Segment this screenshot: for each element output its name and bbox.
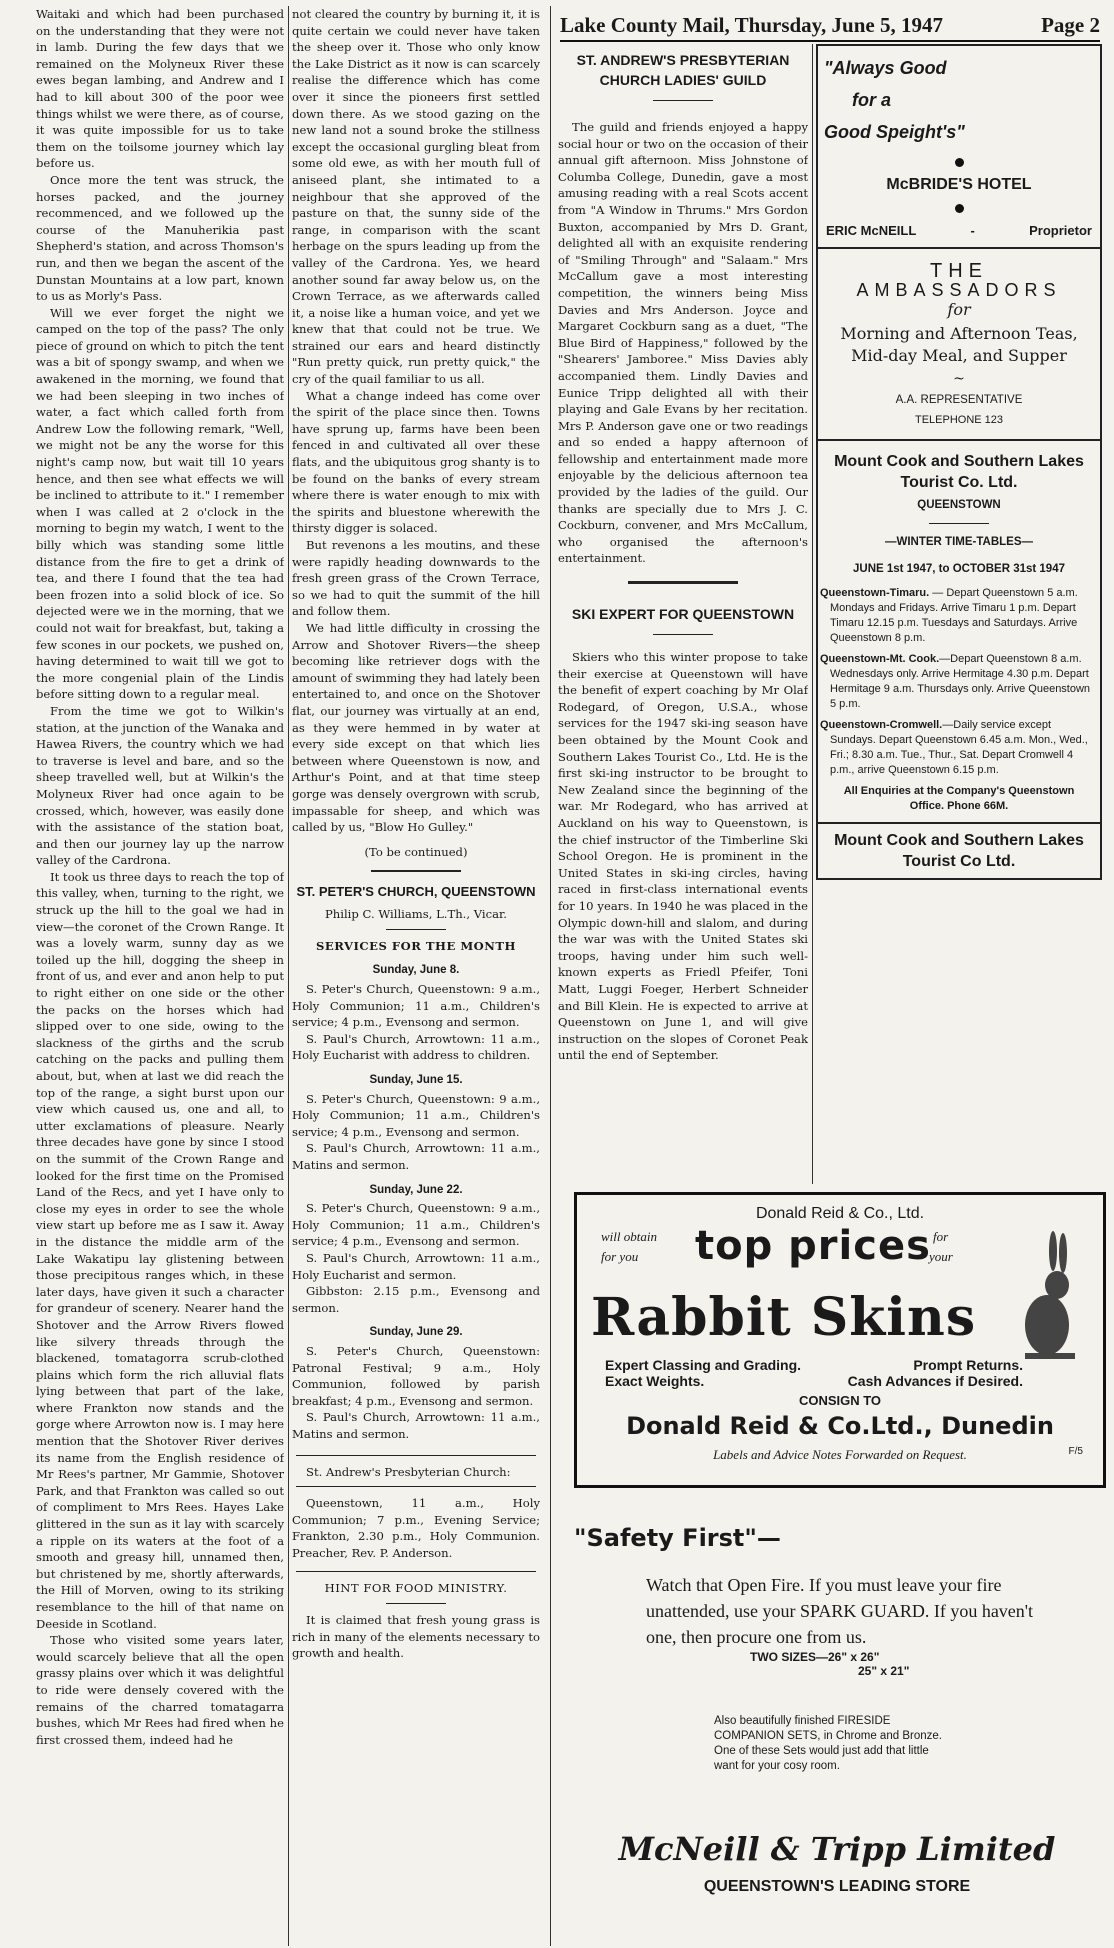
- your-word: your: [929, 1249, 953, 1264]
- tripp-also: Also beautifully finished FIRESIDE COMPANION SETS, in Chrome and Bronze. One of these Sets would just add that little want for your cosy room.: [714, 1715, 942, 1772]
- route-entry: [820, 586, 1098, 646]
- st-peters-title: ST. PETER'S CHURCH, QUEENSTOWN: [296, 884, 536, 900]
- tripp-firm: McNeill & Tripp Limited: [618, 1830, 1056, 1868]
- reid-line-2: [577, 1373, 1103, 1389]
- bullet-icon: [955, 204, 964, 213]
- timetable-dates: JUNE 1st 1947, to OCTOBER 31st 1947: [853, 562, 1065, 575]
- speights-line: Good Speight's": [824, 122, 965, 142]
- labels-note: Labels and Advice Notes Forwarded on Request.: [713, 1447, 967, 1462]
- proprietor-name: ERIC McNEILL: [826, 222, 917, 238]
- hint-notice: [292, 1580, 540, 1661]
- tripp-size-2: 25" x 21": [858, 1664, 910, 1678]
- service-line: S. Paul's Church, Arrowtown: 11 a.m., Matins and sermon.: [292, 1141, 540, 1172]
- proprietor-line: [824, 223, 1094, 240]
- column-rule: [288, 6, 289, 1946]
- mount-cook-name: Mount Cook and Southern Lakes Tourist Co. Ltd.: [834, 452, 1084, 491]
- st-peters-vicar: Philip C. Williams, L.Th., Vicar.: [325, 907, 507, 922]
- ambassadors-name: AMBASSADORS: [856, 279, 1062, 300]
- consign-to: CONSIGN TO: [798, 1393, 882, 1408]
- story-paragraph: Those who visited some years later, would scarcely believe that all the open grassy plains over which it was delightful to ride were densely covered with the remains of the charred tomatagarra bushes, which Mr Rees had fired when he first crossed them, indeed had he: [36, 1633, 284, 1747]
- route-name: Queenstown-Cromwell.: [820, 718, 943, 731]
- ornament-icon: ~: [953, 370, 965, 387]
- st-peters-notice: [292, 882, 540, 1442]
- sunday-date: Sunday, June 15.: [369, 1074, 463, 1087]
- service-line: S. Peter's Church, Queenstown: Patronal Festival; 9 a.m., Holy Communion, followed by parish breakfast; 4 p.m., Evensong and sermon.: [292, 1343, 540, 1408]
- services-heading: SERVICES FOR THE MONTH: [316, 938, 516, 953]
- safety-first: "Safety First"—: [574, 1524, 781, 1552]
- ambassadors-the: THE: [930, 260, 988, 283]
- route-text: —Daily service except Sundays. Depart Queenstown 6.45 a.m. Mon., Wed., Fri.; 8.30 a.m. Tue., Thur., Sat. Depart Cromwell 4 p.m., arrive Queenstown 6.15 p.m.: [830, 718, 1088, 776]
- divider: [653, 634, 713, 635]
- story-paragraph: We had little difficulty in crossing the Arrow and Shotover Rivers—the sheep becoming like retriever dogs with the amount of swimming they had lately been entertained to, and once on the Shotover flat, our journey was virtually at an end, as they were hemmed in by water at every side except on that which lies between where Queenstown is now, and Arthur's Point, and at that time steep gorge was densely overgrown with scrub, impassable for sheep, and which was called by us, "Blow Ho Gulley.": [292, 620, 540, 835]
- top-prices: top prices: [695, 1223, 931, 1269]
- speights-line: "Always Good: [824, 58, 947, 78]
- route-name: Queenstown-Timaru.: [820, 586, 930, 599]
- route-name: Queenstown-Mt. Cook.: [820, 652, 940, 665]
- story-paragraph: Waitaki and which had been purchased on the understanding that they were not in lamb. During the few days that we remained on the Molyneux River these ewes began lambing, and Andrew and I had to kill about 300 of the poor wee things whilst we were there, as of course, it was quite impossible for us to take them on the toilsome journey which lay before us.: [36, 7, 284, 171]
- story-column-1: [36, 6, 284, 1748]
- hint-text: It is claimed that fresh young grass is rich in many of the elements necessary to growth and health.: [292, 1613, 540, 1661]
- for-word: for: [933, 1229, 949, 1244]
- mcneill-tripp-ad: [574, 1500, 1100, 1940]
- divider: [653, 100, 713, 101]
- reid-feature: Prompt Returns.: [913, 1357, 1023, 1373]
- divider: [296, 1486, 536, 1487]
- tripp-tagline: QUEENSTOWN'S LEADING STORE: [703, 1878, 971, 1895]
- proprietor-title: Proprietor: [1029, 222, 1092, 238]
- ambassadors-for: for: [947, 300, 971, 320]
- st-andrews-notice: [292, 1464, 540, 1562]
- hint-title: HINT FOR FOOD MINISTRY.: [324, 1581, 508, 1596]
- service-line: S. Paul's Church, Arrowtown: 11 a.m., Matins and sermon.: [292, 1410, 540, 1441]
- section-divider: [628, 581, 738, 584]
- story-paragraph: It took us three days to reach the top of this valley, when, turning to the right, we struck up the hill to the goal we had in view—the coronet of the Crown Range. It was a lovely warm, sunny day as we toiled up the hill, dogging the sheep in front of us, and ever and anon help to put to right either on one side or the other the packs on the horses which had slipped over to one side, owing to the slackness of the girths and the scrub catching on the packs and pulling them about, but, when at last we did reach the top of the range, a sight burst upon our view which caused us, one and all, to utter exclamations of pleasure. Nearly three decades have gone by since I stood on the summit of the Crown Range and looked for the first time on the Promised Land of the Recs, and yet I have only to close my eyes in order to see the whole view start up before me as I saw it. Away in the distance the middle arm of the Lake Wakatipu lay glistening between those precipitous ranges which, in these later days, have given it such a character for grandeur of scenery. Nearer hand the Shotover and the Arrow Rivers flowed like silvery threads through the blackened, tomatagorra scrub-clothed plains which form the rich alluvial flats lying between that part of the lake, where Frankton now stands and the gorge where Arrowton now is. I may here mention that the Shotover River derives its name from the English residence of Mr Rees's partner, Mr Gammie, Shotover Park, and that Frankton was called so out of compliment to Mrs Rees. Hayes Lake glittered in the sun as it lay with scarcely a ripple on its waters at the foot of a smooth and greasy hill, unnamed then, but christened by me, shortly afterwards, the Hill of Morven, owing to its striking resemblance to the hill of that name on Deeside in Scotland.: [36, 869, 284, 1631]
- divider: [386, 1603, 446, 1604]
- page-number: Page 2: [1041, 13, 1100, 37]
- reid-feature: Cash Advances if Desired.: [847, 1373, 1023, 1389]
- divider: [296, 1455, 536, 1456]
- story-paragraph: But revenons a les moutins, and these were rapidly heading downwards to the fresh green grass of the Crown Terrace, so we had to quit the summit of the hill and follow them.: [292, 538, 540, 619]
- speights-ad: [816, 44, 1102, 249]
- story-paragraph: From the time we got to Wilkin's station, at the junction of the Wanaka and Hawea Rivers, the country which we had to traverse is level and bare, and so the sheep travelled well, but at Wilkin's the Molyneux River had once again to be crossed, which, however, was easily done with the assistance of the station boat, and then our journey lay up the narrow valley of the Cardrona.: [36, 703, 284, 868]
- tripp-body: Watch that Open Fire. If you must leave your fire unattended, use your SPARK GUARD. If you haven't one, then procure one from us.: [646, 1575, 1034, 1647]
- winter-heading: —WINTER TIME-TABLES—: [885, 536, 1033, 549]
- bullet-icon: [955, 158, 964, 167]
- rabbit-skins: Rabbit Skins: [591, 1287, 977, 1348]
- service-line: S. Paul's Church, Arrowtown: 11 a.m., Holy Eucharist and sermon.: [292, 1250, 540, 1282]
- reid-dunedin: Donald Reid & Co.Ltd., Dunedin: [626, 1412, 1054, 1440]
- sunday-date: Sunday, June 29.: [369, 1326, 463, 1339]
- ski-text: Skiers who this winter propose to take their exercise at Queenstown will have the benefit of expert coaching by Mr Olaf Rodegard, of Oregon, U.S.A., whose services for the 1947 ski-ing season have been obtained by the Mount Cook and Southern Lakes Tourist Co., Ltd. He is the first ski-ing instructor to be brought to New Zealand since the beginning of the war. Mr Rodegard, who has arrived at Auckland on his way to Queenstown, is the chief instructor of the Timberline Ski School Oregon. He is prominent in the United States in ski-ing circles, having raced in first-class international events for 10 years. In 1940 he was placed in the Olympic down-hill and slalom, and during the war was with the United States ski troops, having under him such well-known experts as Friedl Pfeifer, Toni Matt, Luggi Foeger, Herbert Schneider and Bill Klein. He is expected to arrive at Queenstown on June 1, and will give instruction on the slopes of Coronet Peak until the end of September.: [558, 650, 808, 1063]
- story-paragraph: What a change indeed has come over the spirit of the place since then. Towns have sprung up, farms have been been fenced in and cultivated all over these flats, and the ubiquitous grog shanty is to be found on the banks of every stream where there is water enough to mix with the spirits and bluestone wherewith the thirsty digger is solaced.: [292, 388, 540, 536]
- ambassadors-rep: A.A. REPRESENTATIVE: [895, 393, 1023, 406]
- divider: [386, 929, 446, 930]
- guild-title: ST. ANDREW'S PRESBYTERIAN CHURCH LADIES' GUILD: [576, 52, 790, 88]
- ad-code: F/5: [1068, 1446, 1083, 1457]
- route-text: —Depart Queenstown 8 a.m. Wednesdays only. Arrive Hermitage 4.30 p.m. Depart Hermitage 9 a.m. Thursdays only. Arrive Queenstown 5 p.m.: [830, 652, 1091, 710]
- column-rule: [550, 6, 551, 1946]
- ski-title: SKI EXPERT FOR QUEENSTOWN: [571, 606, 795, 623]
- masthead-title: Lake County Mail, Thursday, June 5, 1947: [560, 13, 943, 37]
- to-be-continued: (To be continued): [364, 844, 468, 859]
- service-line: Gibbston: 2.15 p.m., Evensong and sermon.: [292, 1284, 540, 1315]
- st-andrews-text: Queenstown, 11 a.m., Holy Communion; 7 p.m., Evening Service; Frankton, 2.30 p.m., Holy Communion. Preacher, Rev. P. Anderson.: [292, 1496, 540, 1560]
- ambassadors-line1: Morning and Afternoon Teas,: [840, 323, 1078, 343]
- sunday-date: Sunday, June 22.: [369, 1183, 463, 1196]
- st-andrews-heading: St. Andrew's Presbyterian Church:: [306, 1464, 511, 1479]
- news-column-3: [558, 44, 808, 1064]
- service-line: S. Peter's Church, Queenstown: 9 a.m., Holy Communion; 11 a.m., Children's service; 4 p.m., Evensong and sermon.: [292, 1201, 540, 1249]
- story-column-2: [292, 6, 540, 1662]
- ads-column: [816, 44, 1102, 880]
- divider: [296, 1571, 536, 1572]
- column-rule: [812, 44, 813, 1184]
- for-you: for you: [601, 1249, 639, 1264]
- route-entry: [820, 652, 1098, 712]
- mount-cook-footer: Mount Cook and Southern Lakes Tourist Co Ltd.: [834, 831, 1084, 870]
- divider: [929, 523, 989, 524]
- story-paragraph: Once more the tent was struck, the horses packed, and the journey recommenced, and we followed up the course of the Manuherikia past Shepherd's station, and across Thomson's run, and then we began the ascent of the Dunstan Mountains at a low part, known to us as Morly's Pass.: [36, 172, 284, 304]
- section-divider: [371, 870, 461, 872]
- route-text: — Depart Queenstown 5 a.m. Mondays and Fridays. Arrive Timaru 1 p.m. Depart Timaru 12.15 p.m. Tuesdays and Saturdays. Arrive Queenstown 8 p.m.: [830, 586, 1078, 644]
- ambassadors-phone: TELEPHONE 123: [914, 414, 1004, 427]
- service-line: S. Peter's Church, Queenstown: 9 a.m., Holy Communion; 11 a.m., Children's service; 4 p.m., Evensong and sermon.: [292, 1091, 540, 1139]
- reid-footer: [577, 1446, 1103, 1464]
- story-paragraph: not cleared the country by burning it, it is quite certain we could never have taken the sheep over it. Those who only know the Lake District as it now is can scarcely realise the difference which has come over it since the pioneers first settled down there. As we stood gazing on the new land not a sound broke the stillness except the occasional gurgling bleat from some old ewe, as with her mouth full of aniseed plant, she intimated to a neighbour that she approved of the pasture on that, the sunny side of the range, in comparison with the scant herbage on the spurs leading up from the valley of the Cardrona. Yes, we heard another sound far away below us, on the Crown Terrace, as we afterwards called it, a noise like a human voice, and yet we knew that that could not be true. We strained our ears and heard distinctly "Run pretty quick, run pretty quick," the cry of the quail familiar to us all.: [292, 7, 540, 387]
- proprietor-dash: -: [970, 222, 975, 238]
- speights-line: for a: [852, 90, 892, 110]
- rabbit-icon: [1019, 1229, 1083, 1369]
- reid-firm: Donald Reid & Co., Ltd.: [755, 1205, 925, 1222]
- hotel-name: McBRIDE'S HOTEL: [886, 176, 1032, 193]
- mount-cook-footer-wrap: [818, 822, 1100, 872]
- service-line: S. Peter's Church, Queenstown: 9 a.m., Holy Communion; 11 a.m., Children's service; 4 p.m., Evensong and sermon.: [292, 982, 540, 1030]
- reid-feature: Exact Weights.: [605, 1373, 705, 1389]
- story-paragraph: Will we ever forget the night we camped on the top of the pass? The only piece of ground on which to pitch the tent was a bit of spongy swamp, and when we awakened in the morning, we found that we had been sleeping in two inches of water, a fact which called forth from Andrew Low the following remark, "Well, we might not be any the worse for this night's camp now, but wait till 10 years hence, and then see what effects we will be inclined to attribute to it." I remember when I was called at 2 o'clock in the morning to begin my watch, I went to the billy which was standing some little distance from the fire to get a drink of tea, and there I found that the tea had been frozen into a solid block of ice. So dejected were we in the morning, that we could not wait for breakfast, but, taking a few scones in our pockets, we pushed on, having determined to wait till we got to the more congenial plain of the Lindis before sitting down to a regular meal.: [36, 305, 284, 702]
- enquiries: All Enquiries at the Company's Queenstown Office. Phone 66M.: [843, 784, 1075, 812]
- ambassadors-line2: Mid-day Meal, and Supper: [851, 345, 1067, 365]
- mount-cook-ad: [816, 441, 1102, 880]
- will-obtain: will obtain: [601, 1229, 657, 1244]
- masthead: [560, 8, 1100, 42]
- ambassadors-ad: [816, 249, 1102, 441]
- sunday-date: Sunday, June 8.: [372, 964, 460, 977]
- route-entry: [820, 718, 1098, 778]
- donald-reid-ad: [574, 1192, 1106, 1488]
- mount-cook-place: QUEENSTOWN: [917, 498, 1001, 511]
- tripp-sizes: TWO SIZES—26" x 26": [750, 1650, 880, 1664]
- reid-feature: Expert Classing and Grading.: [605, 1357, 802, 1373]
- guild-text: The guild and friends enjoyed a happy social hour or two on the occasion of their annual gift afternoon. Miss Johnstone of Columba College, Dunedin, gave a most amusing reading with a real Scots accent from "A Window in Thrums." Mrs Gordon Buxton, accompanied by Mrs D. Grant, delighted all with an exquisite rendering of "Smiling Through" and "Salaam." Mrs McCallum gave a most interesting competition, the winners being Miss Davies and Mrs Anderson. Joyce and Margaret Cockburn sang as a duet, "The Blue Bird of Happiness," followed by the "Shearers' Jamboree." Miss Davies ably accompanied them. Lindly Davies and Eunice Tripp delighted all with their playing and Gale Evans by her recitation. Mrs P. Anderson gave one or two readings and so ended a happy afternoon of fellowship and entertainment made more enjoyable by the delicious afternoon tea provided by the ladies of the guild. Our thanks are specially due to Mrs J. C. Cockburn, convener, and Mrs McCallum, who organised the afternoon's entertainment.: [558, 120, 808, 566]
- service-line: S. Paul's Church, Arrowtown: 11 a.m., Holy Eucharist with address to children.: [292, 1031, 540, 1063]
